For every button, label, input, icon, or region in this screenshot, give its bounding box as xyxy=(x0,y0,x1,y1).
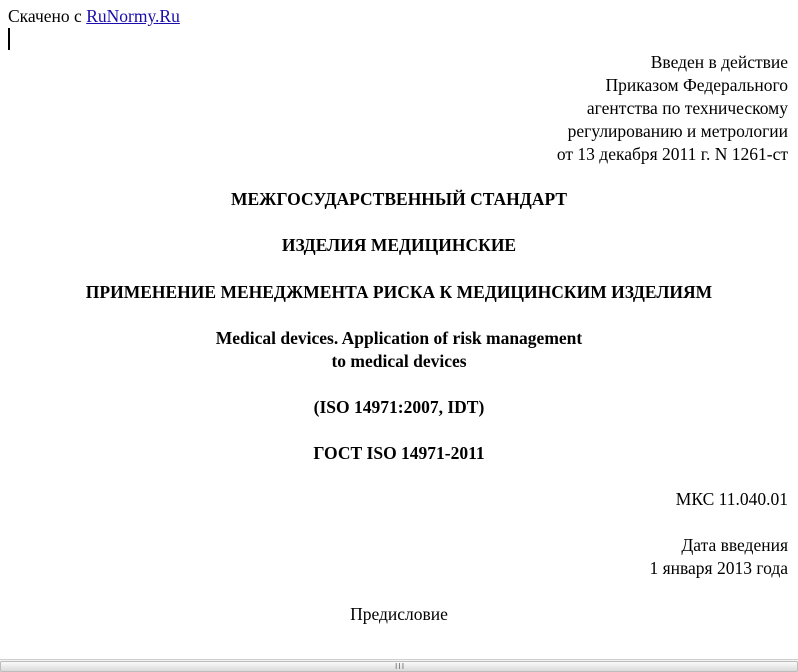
scrollbar-thumb[interactable] xyxy=(0,661,798,672)
enactment-line-1: Введен в действие xyxy=(650,52,788,72)
text-cursor xyxy=(8,28,10,50)
intro-date-label: Дата введения xyxy=(681,535,788,555)
downloaded-prefix: Скачено с xyxy=(8,6,87,26)
standard-type-heading: МЕЖГОСУДАРСТВЕННЫЙ СТАНДАРТ xyxy=(230,189,568,209)
horizontal-scrollbar[interactable] xyxy=(0,659,798,672)
intro-date-value: 1 января 2013 года xyxy=(649,558,788,578)
foreword-heading: Предисловие xyxy=(350,604,448,624)
product-heading: ИЗДЕЛИЯ МЕДИЦИНСКИЕ xyxy=(281,235,517,255)
source-link[interactable]: RuNormy.Ru xyxy=(86,6,180,26)
iso-reference: (ISO 14971:2007, IDT) xyxy=(313,397,485,417)
subject-heading: ПРИМЕНЕНИЕ МЕНЕДЖМЕНТА РИСКА К МЕДИЦИНСКИМ ИЗДЕЛИЯМ xyxy=(85,282,713,302)
gost-number: ГОСТ ISO 14971-2011 xyxy=(313,443,485,463)
english-title-line-2: to medical devices xyxy=(331,351,467,371)
scrollbar-grip-icon: III xyxy=(395,662,406,671)
downloaded-from-line xyxy=(8,6,180,27)
english-title-line-1: Medical devices. Application of risk management xyxy=(215,328,583,348)
mks-code: МКС 11.040.01 xyxy=(675,489,788,509)
enactment-line-5: от 13 декабря 2011 г. N 1261-ст xyxy=(556,144,788,164)
enactment-line-2: Приказом Федерального xyxy=(605,75,788,95)
enactment-line-4: регулированию и метрологии xyxy=(567,121,788,141)
enactment-line-3: агентства по техническому xyxy=(586,98,788,118)
